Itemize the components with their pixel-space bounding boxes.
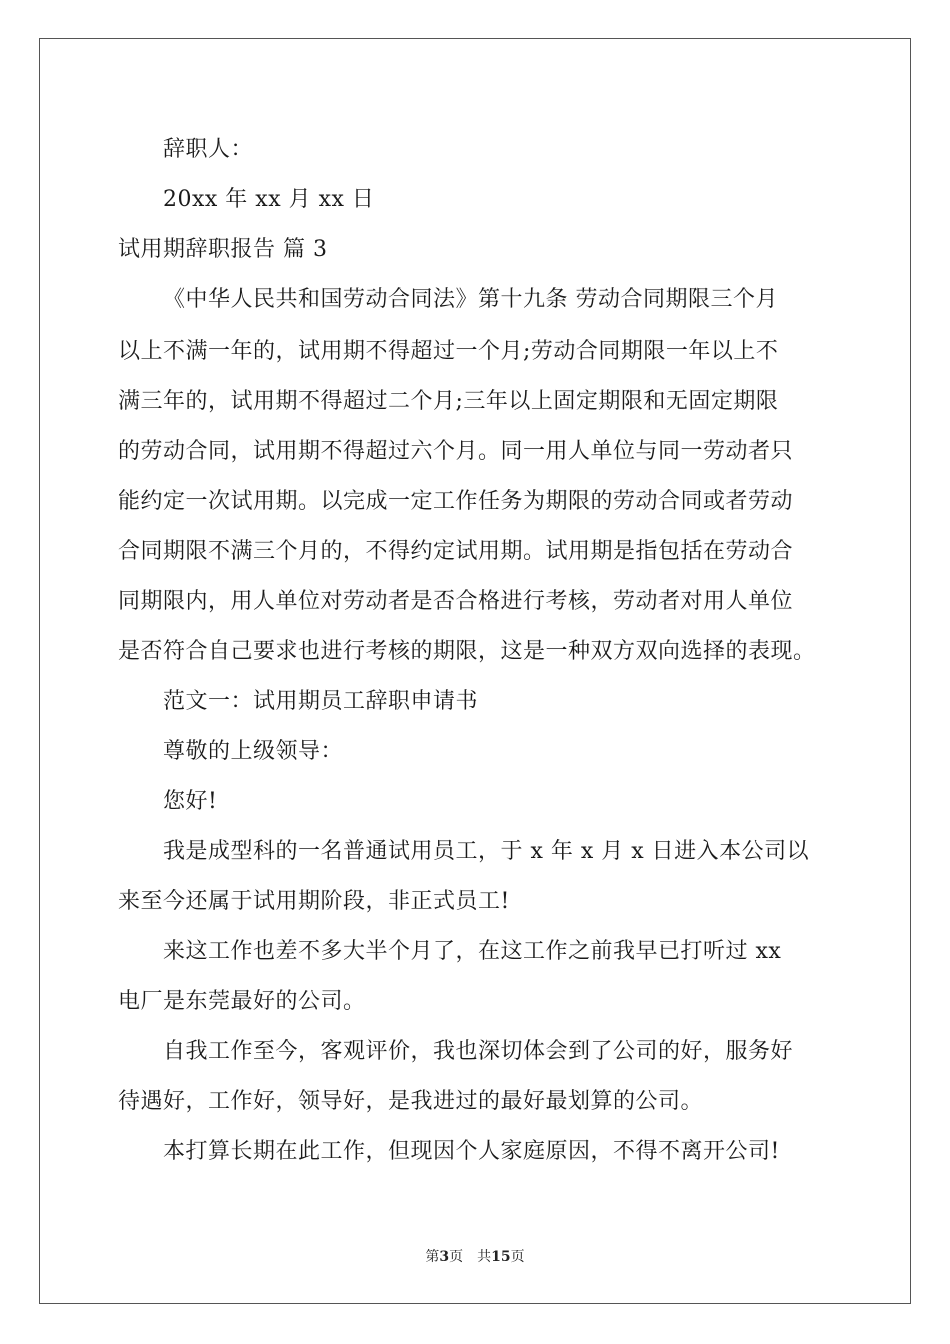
paragraph-line: 《中华人民共和国劳动合同法》第十九条 劳动合同期限三个月 <box>163 287 778 312</box>
page-suffix: 页 <box>449 1249 464 1265</box>
paragraph-line: 是否符合自己要求也进行考核的期限，这是一种双方双向选择的表现。 <box>118 639 816 664</box>
total-prefix: 共 <box>477 1249 492 1265</box>
paragraph-line: 来至今还属于试用期阶段，非正式员工! <box>118 889 510 914</box>
greeting: 您好! <box>163 789 218 814</box>
page-footer <box>0 1248 950 1266</box>
paragraph-line: 来这工作也差不多大半个月了，在这工作之前我早已打听过 xx <box>163 939 782 964</box>
paragraph-line: 合同期限不满三个月的，不得约定试用期。试用期是指包括在劳动合 <box>118 539 794 564</box>
resigner-label: 辞职人： <box>163 137 254 162</box>
paragraph-line: 电厂是东莞最好的公司。 <box>118 989 366 1014</box>
paragraph-line: 待遇好，工作好，领导好，是我进过的最好最划算的公司。 <box>118 1089 704 1114</box>
paragraph-line: 的劳动合同，试用期不得超过六个月。同一用人单位与同一劳动者只 <box>118 439 794 464</box>
current-page-number: 3 <box>439 1249 450 1265</box>
paragraph-line: 自我工作至今，客观评价，我也深切体会到了公司的好，服务好 <box>163 1039 794 1064</box>
sample-heading: 范文一：试用期员工辞职申请书 <box>163 689 479 714</box>
paragraph-line: 本打算长期在此工作，但现因个人家庭原因，不得不离开公司! <box>163 1139 780 1164</box>
total-suffix: 页 <box>510 1249 525 1265</box>
salutation: 尊敬的上级领导： <box>163 739 344 764</box>
section-title: 试用期辞职报告 篇 3 <box>118 237 328 262</box>
page-prefix: 第 <box>425 1249 440 1265</box>
paragraph-line: 能约定一次试用期。以完成一定工作任务为期限的劳动合同或者劳动 <box>118 489 794 514</box>
paragraph-line: 我是成型科的一名普通试用员工，于 x 年 x 月 x 日进入本公司以 <box>163 839 810 864</box>
paragraph-line: 满三年的，试用期不得超过二个月;三年以上固定期限和无固定期限 <box>118 389 779 414</box>
date-line: 20xx 年 xx 月 xx 日 <box>163 187 375 212</box>
total-pages-number: 15 <box>491 1249 511 1265</box>
paragraph-line: 以上不满一年的，试用期不得超过一个月;劳动合同期限一年以上不 <box>118 339 779 364</box>
paragraph-line: 同期限内，用人单位对劳动者是否合格进行考核，劳动者对用人单位 <box>118 589 794 614</box>
